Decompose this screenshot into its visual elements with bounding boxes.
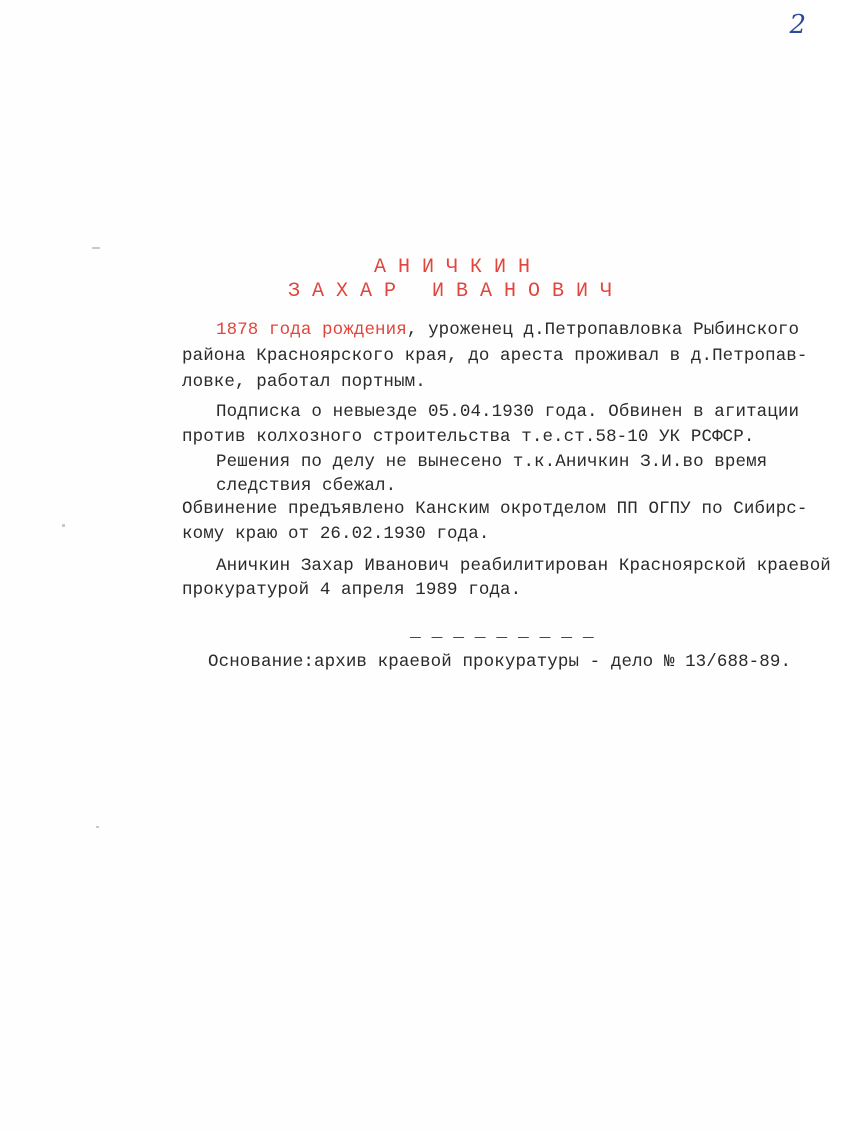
- basis-note: Основание:архив краевой прокуратуры - дело № 13/688-89.: [208, 652, 792, 672]
- paragraph-2-line-4: следствия сбежал.: [216, 476, 397, 496]
- birthplace-text: , уроженец д.Петропавловка Рыбинского: [406, 320, 800, 340]
- paper-speck: [92, 247, 100, 249]
- paragraph-2-line-5: Обвинение предъявлено Канским окротделом ПП ОГПУ по Сибирс-: [182, 499, 808, 519]
- page-number: 2: [789, 10, 806, 40]
- separator-line: _ _ _ _ _ _ _ _ _: [410, 622, 594, 642]
- paragraph-2-line-3: Решения по делу не вынесено т.к.Аничкин З.И.во время: [216, 452, 768, 472]
- paper-speck: [96, 826, 99, 828]
- given-names-heading: З А Х А Р И В А Н О В И Ч: [287, 280, 613, 303]
- paragraph-1-line-2: района Красноярского края, до ареста проживал в д.Петропав-: [182, 346, 808, 366]
- paragraph-1-line-1: [216, 320, 799, 340]
- birth-label: года рождения: [258, 320, 407, 340]
- paragraph-2-line-6: кому краю от 26.02.1930 года.: [182, 524, 490, 544]
- paragraph-3-line-2: прокуратурой 4 апреля 1989 года.: [182, 580, 522, 600]
- surname-heading: А Н И Ч К И Н: [373, 256, 531, 279]
- paragraph-2-line-2: против колхозного строительства т.е.ст.58-10 УК РСФСР.: [182, 427, 755, 447]
- paragraph-3-line-1: Аничкин Захар Иванович реабилитирован Красноярской краевой: [216, 556, 831, 576]
- birth-year: 1878: [216, 320, 259, 340]
- paper-speck: [62, 524, 65, 527]
- paragraph-1-line-3: ловке, работал портным.: [182, 372, 426, 392]
- paragraph-2-line-1: Подписка о невыезде 05.04.1930 года. Обвинен в агитации: [216, 402, 800, 422]
